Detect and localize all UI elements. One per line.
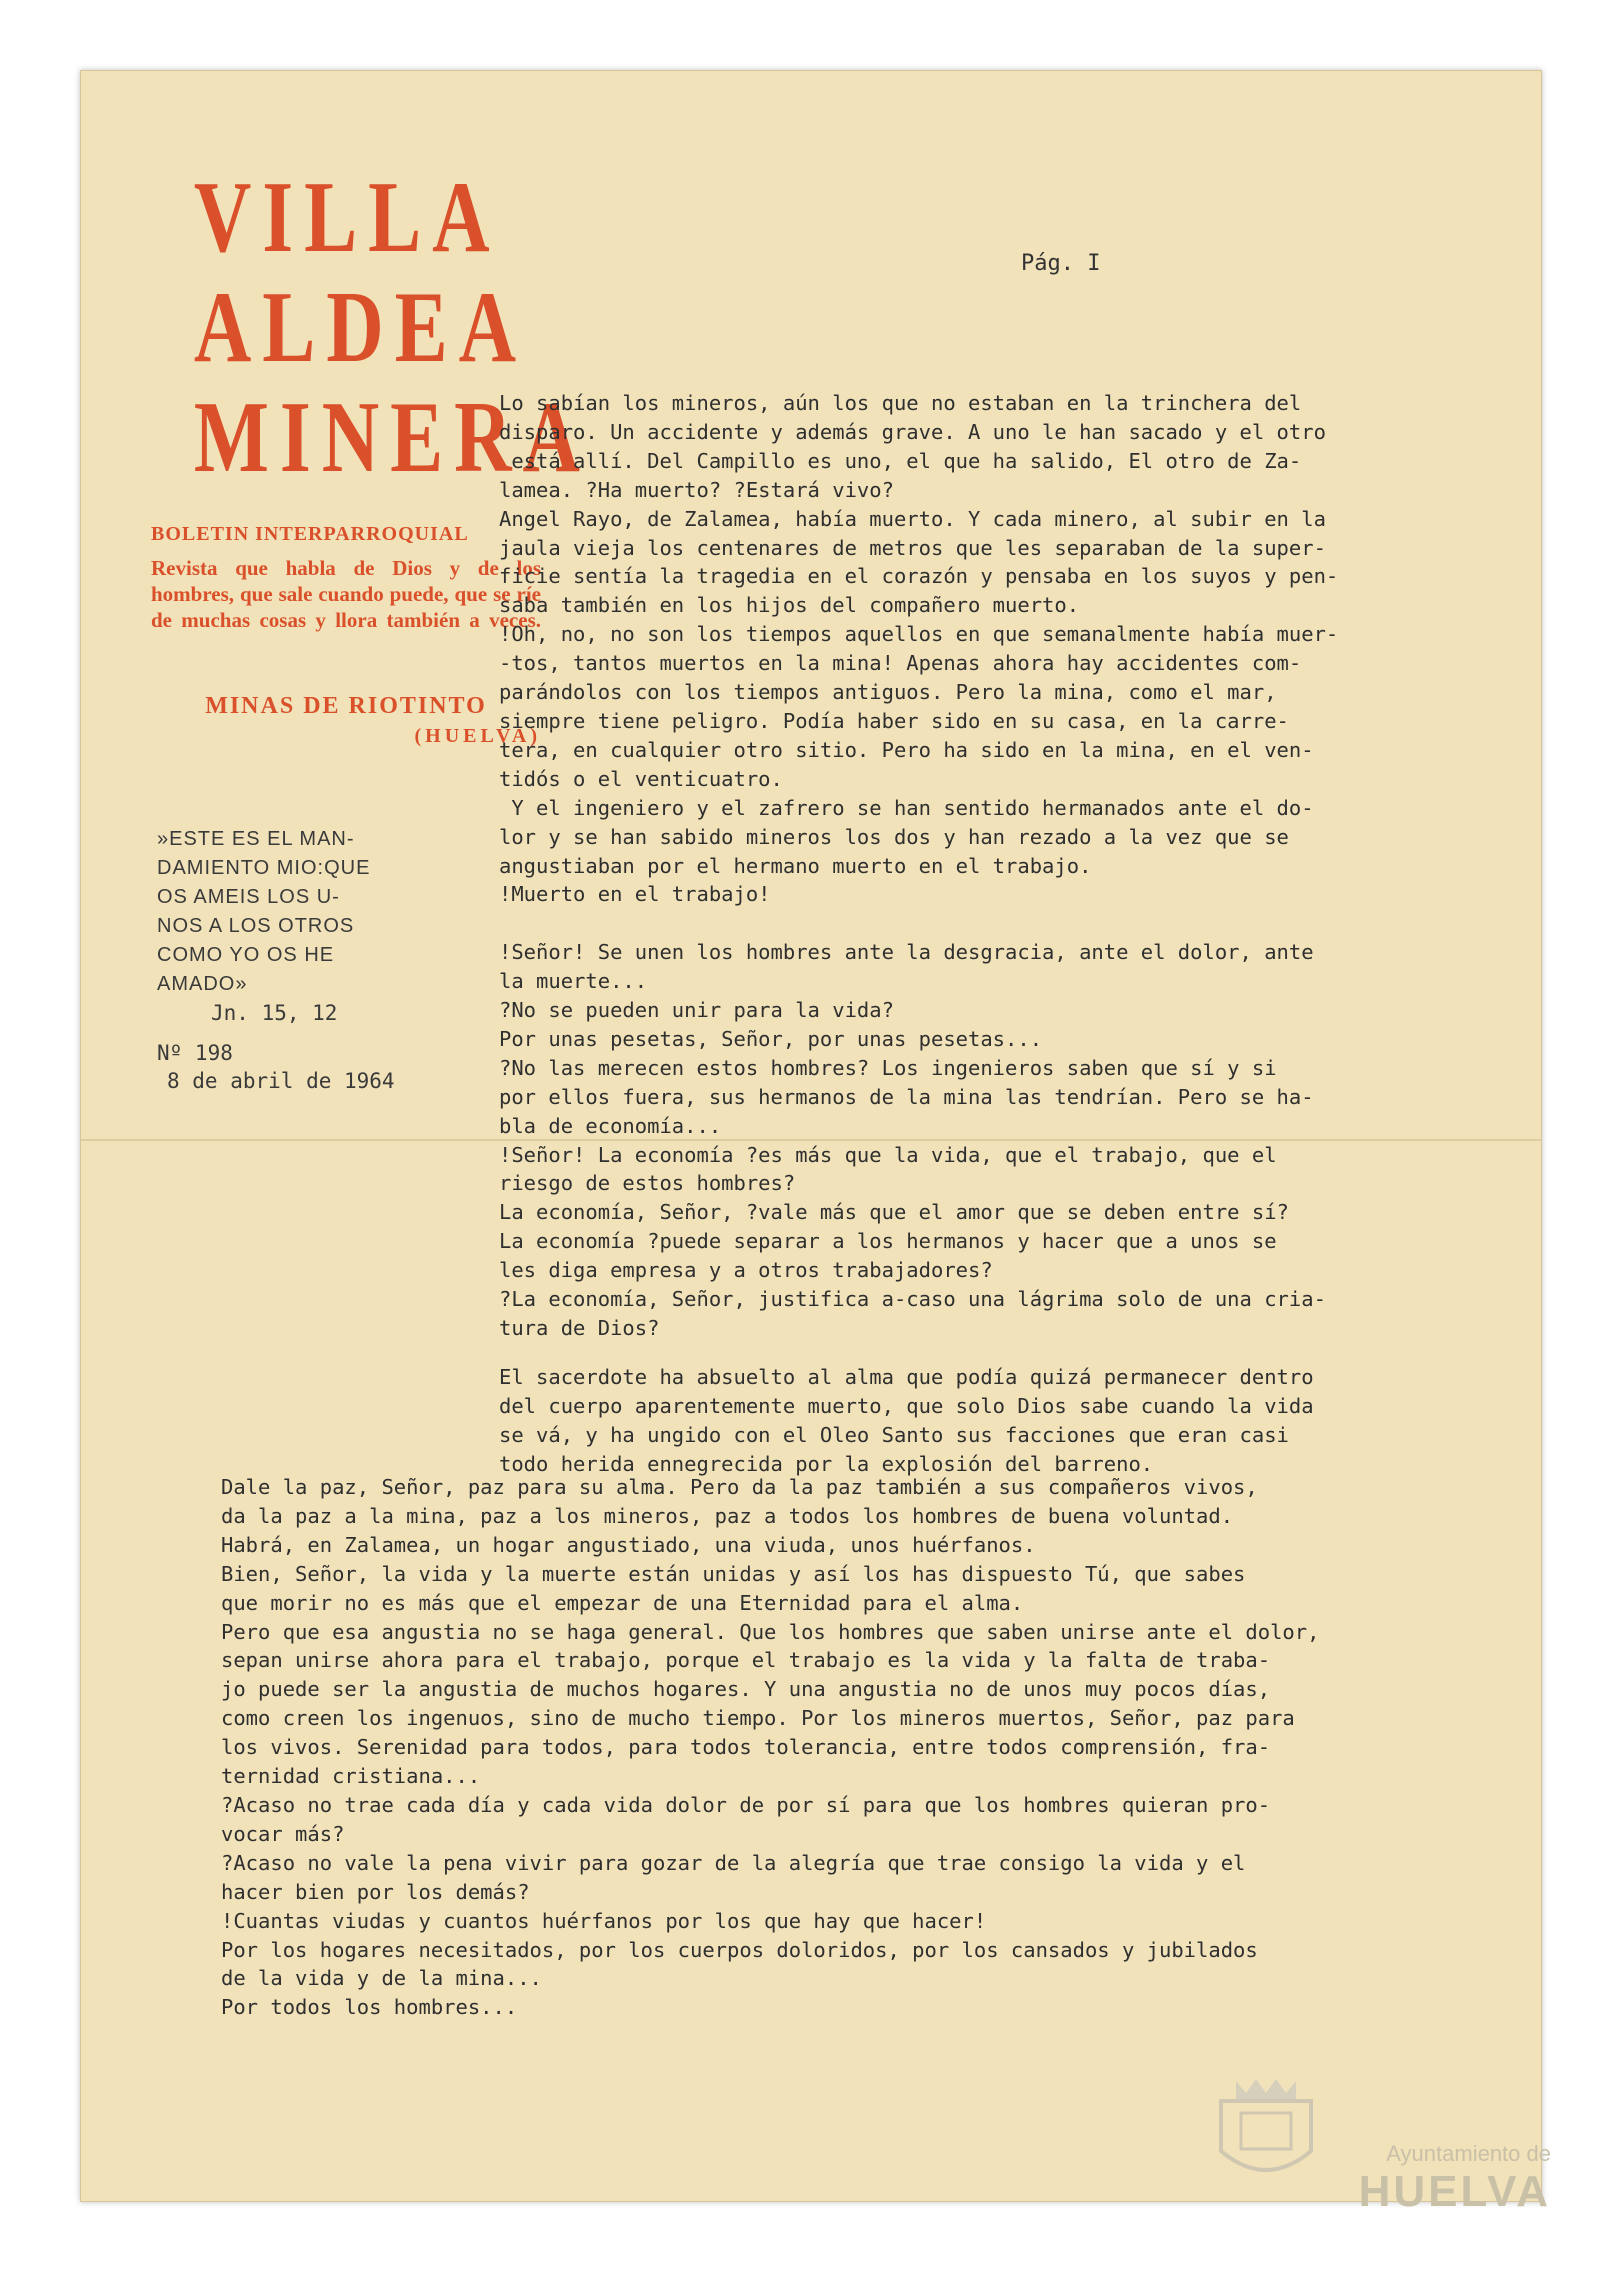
text-line: La economía, Señor, ?vale más que el amor que se deben entre sí? [499, 1200, 1289, 1225]
quote-line: DAMIENTO MIO:QUE [157, 857, 371, 879]
text-line: Por todos los hombres... [221, 1995, 518, 2020]
text-line: Por los hogares necesitados, por los cuerpos doloridos, por los cansados y jubilados [221, 1937, 1258, 1962]
issue-number: Nº 198 [157, 1041, 233, 1065]
text-line: disparo. Un accidente y además grave. A uno le han sacado y el otro [499, 419, 1326, 444]
text-line: ?No las merecen estos hombres? Los ingenieros saben que sí y si [499, 1055, 1277, 1080]
masthead [151, 161, 591, 494]
text-line: ?Acaso no trae cada día y cada vida dolor de por sí para que los hombres quieran pro- [221, 1792, 1271, 1817]
text-line: hacer bien por los demás? [221, 1879, 530, 1904]
masthead-line-2: ALDEA [193, 271, 528, 384]
text-line: jaula vieja los centenares de metros que les separaban de la super- [499, 535, 1326, 560]
text-line: ?Acaso no vale la pena vivir para gozar de la alegría que trae consigo la vida y el [221, 1850, 1246, 1875]
text-line: parándolos con los tiempos antiguos. Pero la mina, como el mar, [499, 680, 1277, 705]
text-line: ?No se pueden unir para la vida? [499, 998, 894, 1023]
text-line: la muerte... [499, 969, 648, 994]
page-label: Pág. I [1021, 251, 1101, 276]
text-line: saba también en los hijos del compañero muerto. [499, 593, 1080, 618]
bulletin-region: (HUELVA) [414, 725, 541, 747]
text-line: siempre tiene peligro. Podía haber sido en su casa, en la carre- [499, 708, 1289, 733]
text-line: como creen los ingenuos, sino de mucho tiempo. Por los mineros muertos, Señor, paz para [221, 1706, 1295, 1731]
text-line: ternidad cristiana... [221, 1764, 481, 1789]
text-line: lamea. ?Ha muerto? ?Estará vivo? [499, 477, 894, 502]
quote-line: NOS A LOS OTROS [157, 915, 355, 937]
archive-watermark [1211, 2141, 1551, 2217]
text-line: riesgo de estos hombres? [499, 1171, 796, 1196]
text-line: angustiaban por el hermano muerto en el trabajo. [499, 853, 1092, 878]
quote-line: OS AMEIS LOS U- [157, 886, 340, 908]
quote-line: AMADO» [157, 973, 248, 995]
text-line: Bien, Señor, la vida y la muerte están unidas y así los has dispuesto Tú, que sabes [221, 1561, 1246, 1586]
quote-line: »ESTE ES EL MAN- [157, 828, 355, 850]
bulletin-description: Revista que habla de Dios y de los hombres, que sale cuando puede, que se ríe de muchas cosas y llora también a veces. [151, 556, 541, 632]
document-sheet [80, 70, 1551, 2216]
text-line: del cuerpo aparentemente muerto, que solo Dios sabe cuando la vida [499, 1393, 1314, 1418]
masthead-line-1: VILLA [193, 161, 501, 274]
issue-date: 8 de abril de 1964 [167, 1069, 395, 1093]
text-line: por ellos fuera, sus hermanos de la mina las tendrían. Pero se ha- [499, 1084, 1314, 1109]
text-line: !Muerto en el trabajo! [499, 882, 771, 907]
body-column-3 [221, 1473, 1319, 2022]
watermark-bottom: HUELVA [1358, 2167, 1551, 2216]
text-line: La economía ?puede separar a los hermanos y hacer que a unos se [499, 1229, 1277, 1254]
text-line: está allí. Del Campillo es uno, el que ha salido, El otro de Za- [499, 448, 1302, 473]
text-line: tidós o el venticuatro. [499, 766, 783, 791]
body-column-2 [499, 1363, 1314, 1479]
bulletin-subtitle: BOLETIN INTERPARROQUIAL [151, 523, 469, 545]
text-line: que morir no es más que el empezar de una Eternidad para el alma. [221, 1590, 1024, 1615]
text-line: jo puede ser la angustia de muchos hogares. Y una angustia no de unos muy pocos días, [221, 1677, 1271, 1702]
text-line: Pero que esa angustia no se haga general. Que los hombres que saben unirse ante el dolor, [221, 1619, 1320, 1644]
text-line: lor y se han sabido mineros los dos y han rezado a la vez que se [499, 824, 1289, 849]
text-line: los vivos. Serenidad para todos, para todos tolerancia, entre todos comprensión, fra- [221, 1735, 1271, 1760]
text-line: Dale la paz, Señor, paz para su alma. Pero da la paz también a sus compañeros vivos, [221, 1475, 1258, 1499]
text-line: -tos, tantos muertos en la mina! Apenas ahora hay accidentes com- [499, 651, 1302, 676]
text-line: Angel Rayo, de Zalamea, había muerto. Y cada minero, al subir en la [499, 506, 1326, 531]
bulletin-place: MINAS DE RIOTINTO [205, 693, 487, 719]
text-line: !Oh, no, no son los tiempos aquellos en que semanalmente había muer- [499, 622, 1339, 647]
text-line: !Señor! La economía ?es más que la vida, que el trabajo, que el [499, 1142, 1277, 1167]
text-line: Y el ingeniero y el zafrero se han sentido hermanados ante el do- [499, 795, 1314, 820]
text-line: !Cuantas viudas y cuantos huérfanos por los que hay que hacer! [221, 1908, 987, 1933]
text-line: todo herida ennegrecida por la explosión del barreno. [499, 1451, 1154, 1476]
watermark-top: Ayuntamiento de [1386, 2141, 1551, 2166]
masthead-line-3: MINERA [193, 381, 591, 494]
text-line: bla de economía... [499, 1113, 722, 1138]
text-line: vocar más? [221, 1821, 345, 1846]
text-line: da la paz a la mina, paz a los mineros, paz a todos los hombres de buena voluntad. [221, 1503, 1234, 1528]
text-line: !Señor! Se unen los hombres ante la desgracia, ante el dolor, ante [499, 940, 1314, 965]
text-line: Lo sabían los mineros, aún los que no estaban en la trinchera del [499, 391, 1302, 415]
text-line: de la vida y de la mina... [221, 1966, 542, 1991]
text-line: El sacerdote ha absuelto al alma que podía quizá permanecer dentro [499, 1365, 1314, 1389]
quote-line: COMO YO OS HE [157, 944, 335, 966]
text-line: sepan unirse ahora para el trabajo, porque el trabajo es la vida y la falta de traba- [221, 1648, 1271, 1673]
text-line: tera, en cualquier otro sitio. Pero ha sido en la mina, en el ven- [499, 737, 1314, 762]
text-line: ?La economía, Señor, justifica a-caso una lágrima solo de una cria- [499, 1287, 1326, 1312]
text-line: Por unas pesetas, Señor, por unas pesetas... [499, 1026, 1043, 1051]
quote-reference: Jn. 15, 12 [211, 1001, 338, 1025]
text-line: tura de Dios? [499, 1316, 660, 1340]
text-line [499, 909, 1338, 938]
text-line: ficie sentía la tragedia en el corazón y pensaba en los suyos y pen- [499, 564, 1339, 589]
text-line: Habrá, en Zalamea, un hogar angustiado, una viuda, unos huérfanos. [221, 1532, 1036, 1557]
text-line: se vá, y ha ungido con el Oleo Santo sus facciones que eran casi [499, 1422, 1289, 1447]
text-line: les diga empresa y a otros trabajadores? [499, 1258, 993, 1283]
body-column-1 [499, 389, 1338, 1343]
scripture-quote [157, 825, 407, 999]
